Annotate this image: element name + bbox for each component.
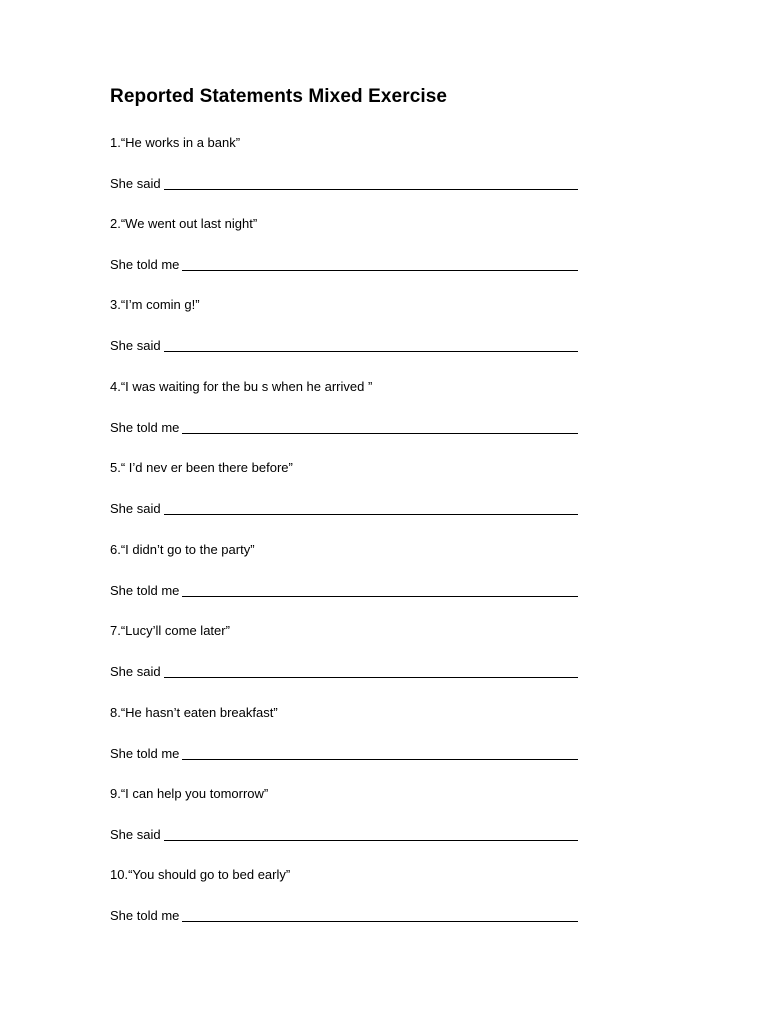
answer-label: She told me <box>110 908 180 923</box>
answer-label: She told me <box>110 583 180 598</box>
answer-blank-line <box>182 582 578 597</box>
answer-row <box>110 337 578 355</box>
exercise-prompt: 8.“He hasn’t eaten breakfast” <box>110 705 278 720</box>
exercise-prompt: 9.“I can help you tomorrow” <box>110 786 269 801</box>
exercise-prompt: 2.“We went out last night” <box>110 216 258 231</box>
answer-row <box>110 663 578 681</box>
page-title: Reported Statements Mixed Exercise <box>110 86 448 107</box>
answer-row <box>110 826 578 844</box>
answer-blank-line <box>164 663 578 678</box>
exercise-prompt: 6.“I didn’t go to the party” <box>110 542 255 557</box>
exercise-prompt: 10.“You should go to bed early” <box>110 867 291 882</box>
answer-row <box>110 907 578 925</box>
exercise-prompt: 3.“I’m comin g!” <box>110 297 200 312</box>
answer-blank-line <box>182 419 578 434</box>
exercise-prompt: 5.“ I’d nev er been there before” <box>110 460 293 475</box>
answer-blank-line <box>164 337 578 352</box>
answer-label: She said <box>110 664 161 679</box>
exercise-prompt: 1.“He works in a bank” <box>110 135 241 150</box>
answer-blank-line <box>164 175 578 190</box>
answer-row <box>110 582 578 600</box>
answer-blank-line <box>182 256 578 271</box>
answer-row <box>110 745 578 763</box>
answer-blank-line <box>164 500 578 515</box>
exercise-prompt: 4.“I was waiting for the bu s when he arrived ” <box>110 379 373 394</box>
answer-blank-line <box>164 826 578 841</box>
answer-label: She told me <box>110 746 180 761</box>
answer-label: She said <box>110 176 161 191</box>
answer-row <box>110 500 578 518</box>
answer-blank-line <box>182 907 578 922</box>
answer-label: She told me <box>110 420 180 435</box>
answer-row <box>110 256 578 274</box>
answer-blank-line <box>182 745 578 760</box>
answer-label: She told me <box>110 257 180 272</box>
answer-label: She said <box>110 338 161 353</box>
exercise-prompt: 7.“Lucy’ll come later” <box>110 623 230 638</box>
answer-row <box>110 175 578 193</box>
answer-label: She said <box>110 501 161 516</box>
answer-label: She said <box>110 827 161 842</box>
answer-row <box>110 419 578 437</box>
